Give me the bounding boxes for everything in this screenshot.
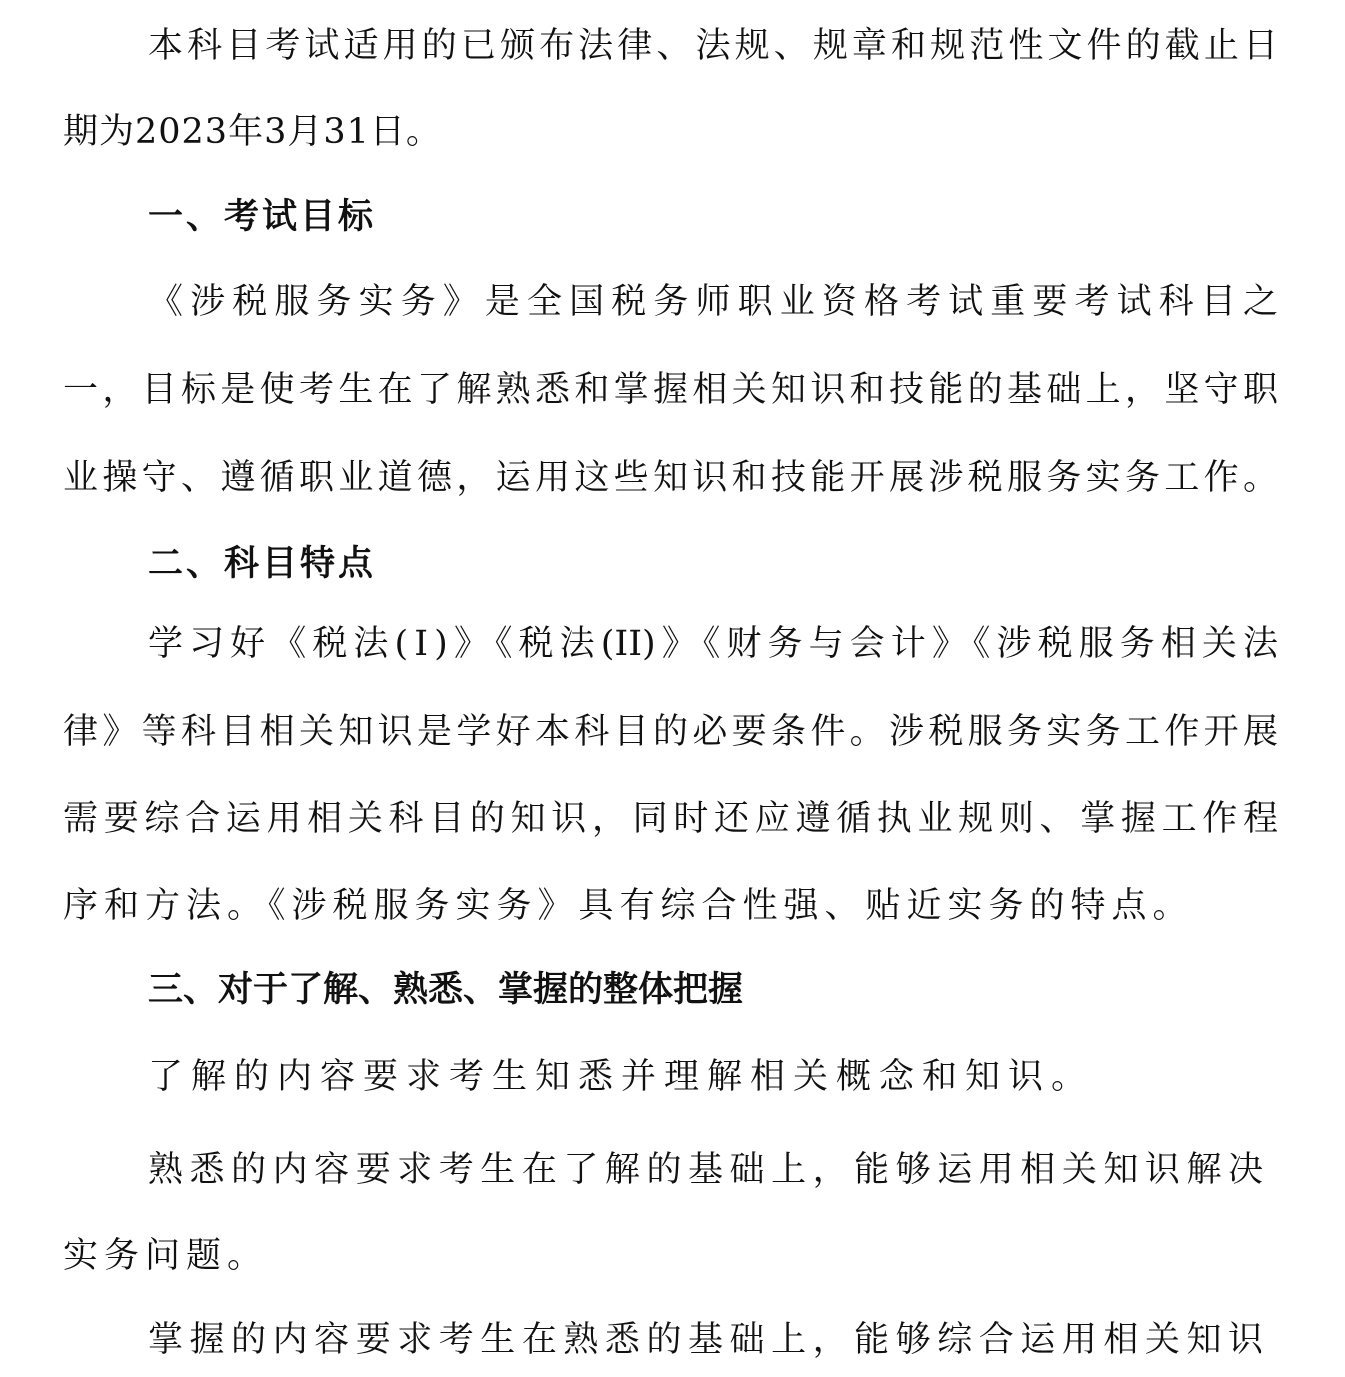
paragraph-line: 学习好《税法(Ⅰ)》《税法(II)》《财务与会计》《涉税服务相关法 — [148, 624, 1278, 664]
paragraph-line: 熟悉的内容要求考生在了解的基础上，能够运用相关知识解决 — [148, 1150, 1263, 1190]
section-heading: 二、科目特点 — [148, 544, 377, 584]
paragraph-line: 一，目标是使考生在了解熟悉和掌握相关知识和技能的基础上，坚守职 — [63, 370, 1278, 410]
paragraph-line: 期为2023年3月31日。 — [63, 112, 442, 152]
paragraph-line: 业操守、遵循职业道德，运用这些知识和技能开展涉税服务实务工作。 — [63, 458, 1278, 498]
paragraph-line: 需要综合运用相关科目的知识，同时还应遵循执业规则、掌握工作程 — [63, 799, 1278, 839]
paragraph-line: 序和方法。《涉税服务实务》具有综合性强、贴近实务的特点。 — [63, 886, 1194, 926]
paragraph-line: 了解的内容要求考生知悉并理解相关概念和知识。 — [148, 1057, 1095, 1097]
paragraph-line: 掌握的内容要求考生在熟悉的基础上，能够综合运用相关知识 — [148, 1320, 1263, 1360]
section-heading: 三、对于了解、熟悉、掌握的整体把握 — [148, 970, 744, 1010]
section-heading: 一、考试目标 — [148, 197, 377, 237]
paragraph-line: 律》等科目相关知识是学好本科目的必要条件。涉税服务实务工作开展 — [63, 712, 1278, 752]
paragraph-line: 本科目考试适用的已颁布法律、法规、规章和规范性文件的截止日 — [148, 26, 1278, 66]
paragraph-line: 《涉税服务实务》是全国税务师职业资格考试重要考试科目之 — [148, 282, 1278, 322]
paragraph-line: 实务问题。 — [63, 1236, 269, 1276]
